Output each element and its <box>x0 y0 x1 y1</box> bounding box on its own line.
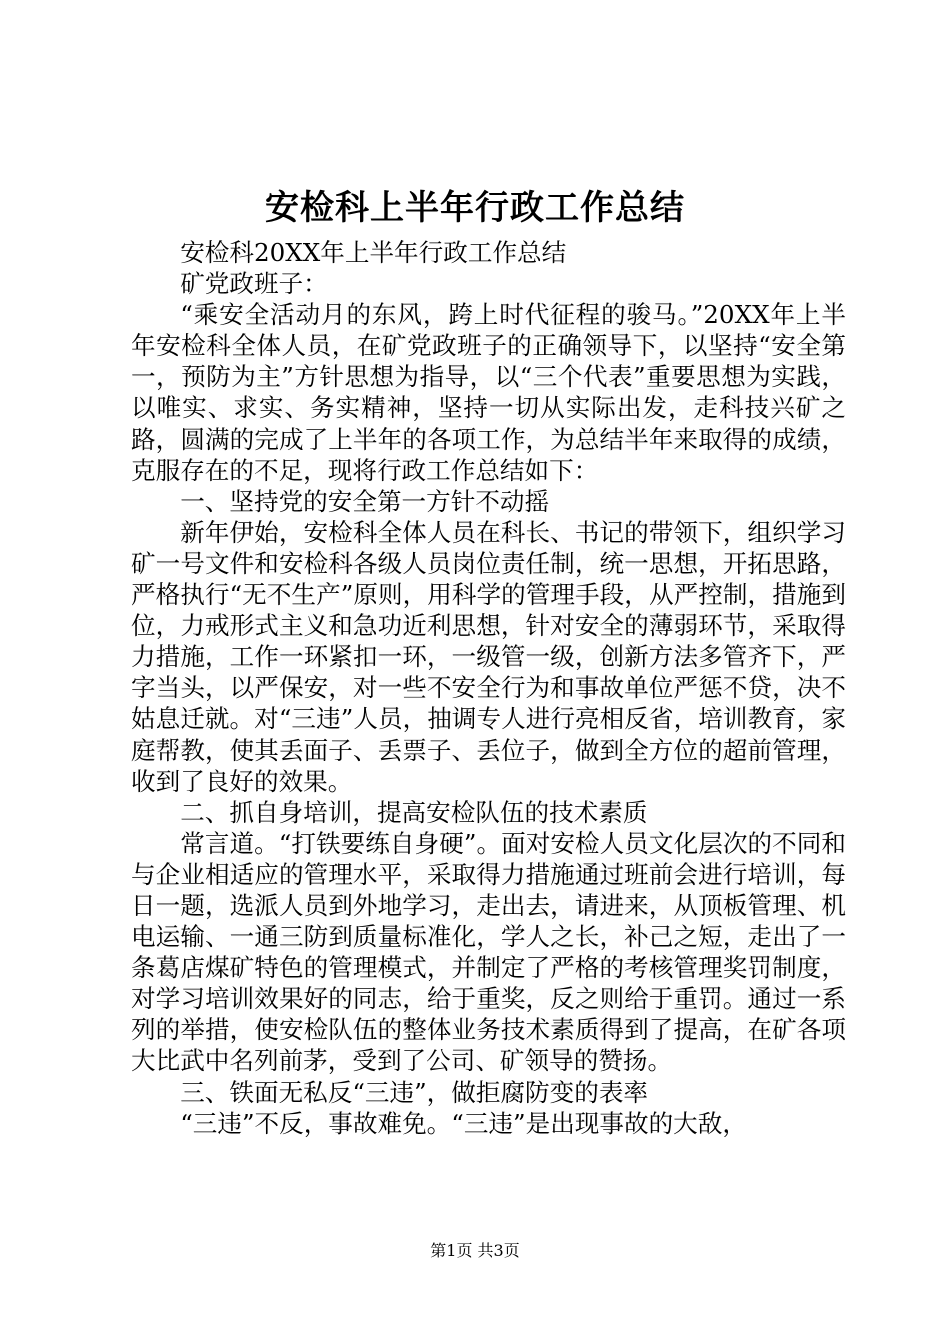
paragraph-section-1: 新年伊始，安检科全体人员在科长、书记的带领下，组织学习矿一号文件和安检科各级人员岗位责任制，统一思想，开拓思路，严格执行“无不生产”原则，用科学的管理手段，从严控制，措施到位，力戒形式主义和急功近利思想，针对安全的薄弱环节，采取得力措施，工作一环紧扣一环，一级管一级，创新方法多管齐下，严字当头，以严保安，对一些不安全行为和事故单位严惩不贷，决不姑息迁就。对“三违”人员，抽调专人进行亮相反省，培训教育，家庭帮教，使其丢面子、丢票子、丢位子，做到全方位的超前管理，收到了良好的效果。 <box>131 517 846 796</box>
section-heading-3: 三、铁面无私反“三违”，做拒腐防变的表率 <box>180 1077 649 1107</box>
paragraph-intro: “乘安全活动月的东风，跨上时代征程的骏马。”20XX年上半年安检科全体人员，在矿党政班子的正确领导下，以坚持“安全第一，预防为主”方针思想为指导，以“三个代表”重要思想为实践，以唯实、求实、务实精神，坚持一切从实际出发，走科技兴矿之路，圆满的完成了上半年的各项工作，为总结半年来取得的成绩，克服存在的不足，现将行政工作总结如下： <box>131 300 846 485</box>
paragraph-salutation: 矿党政班子： <box>180 269 328 299</box>
document-body <box>131 237 846 1139</box>
paragraph-section-3: “三违”不反，事故难免。“三违”是出现事故的大敌， <box>180 1108 747 1138</box>
section-heading-1: 一、坚持党的安全第一方针不动摇 <box>180 486 550 516</box>
paragraph-heading-line: 安检科20XX年上半年行政工作总结 <box>180 238 567 267</box>
page-footer: 第1页 共3页 <box>430 1241 520 1260</box>
paragraph-section-2: 常言道。“打铁要练自身硬”。面对安检人员文化层次的不同和与企业相适应的管理水平，采取得力措施通过班前会进行培训，每日一题，选派人员到外地学习，走出去，请进来，从顶板管理、机电运输、一通三防到质量标准化，学人之长，补己之短，走出了一条葛店煤矿特色的管理模式，并制定了严格的考核管理奖罚制度，对学习培训效果好的同志，给于重奖，反之则给于重罚。通过一系列的举措，使安检队伍的整体业务技术素质得到了提高，在矿各项大比武中名列前茅，受到了公司、矿领导的赞扬。 <box>131 828 846 1076</box>
section-heading-2: 二、抓自身培训，提高安检队伍的技术素质 <box>180 797 648 827</box>
document-title: 安检科上半年行政工作总结 <box>265 188 685 228</box>
